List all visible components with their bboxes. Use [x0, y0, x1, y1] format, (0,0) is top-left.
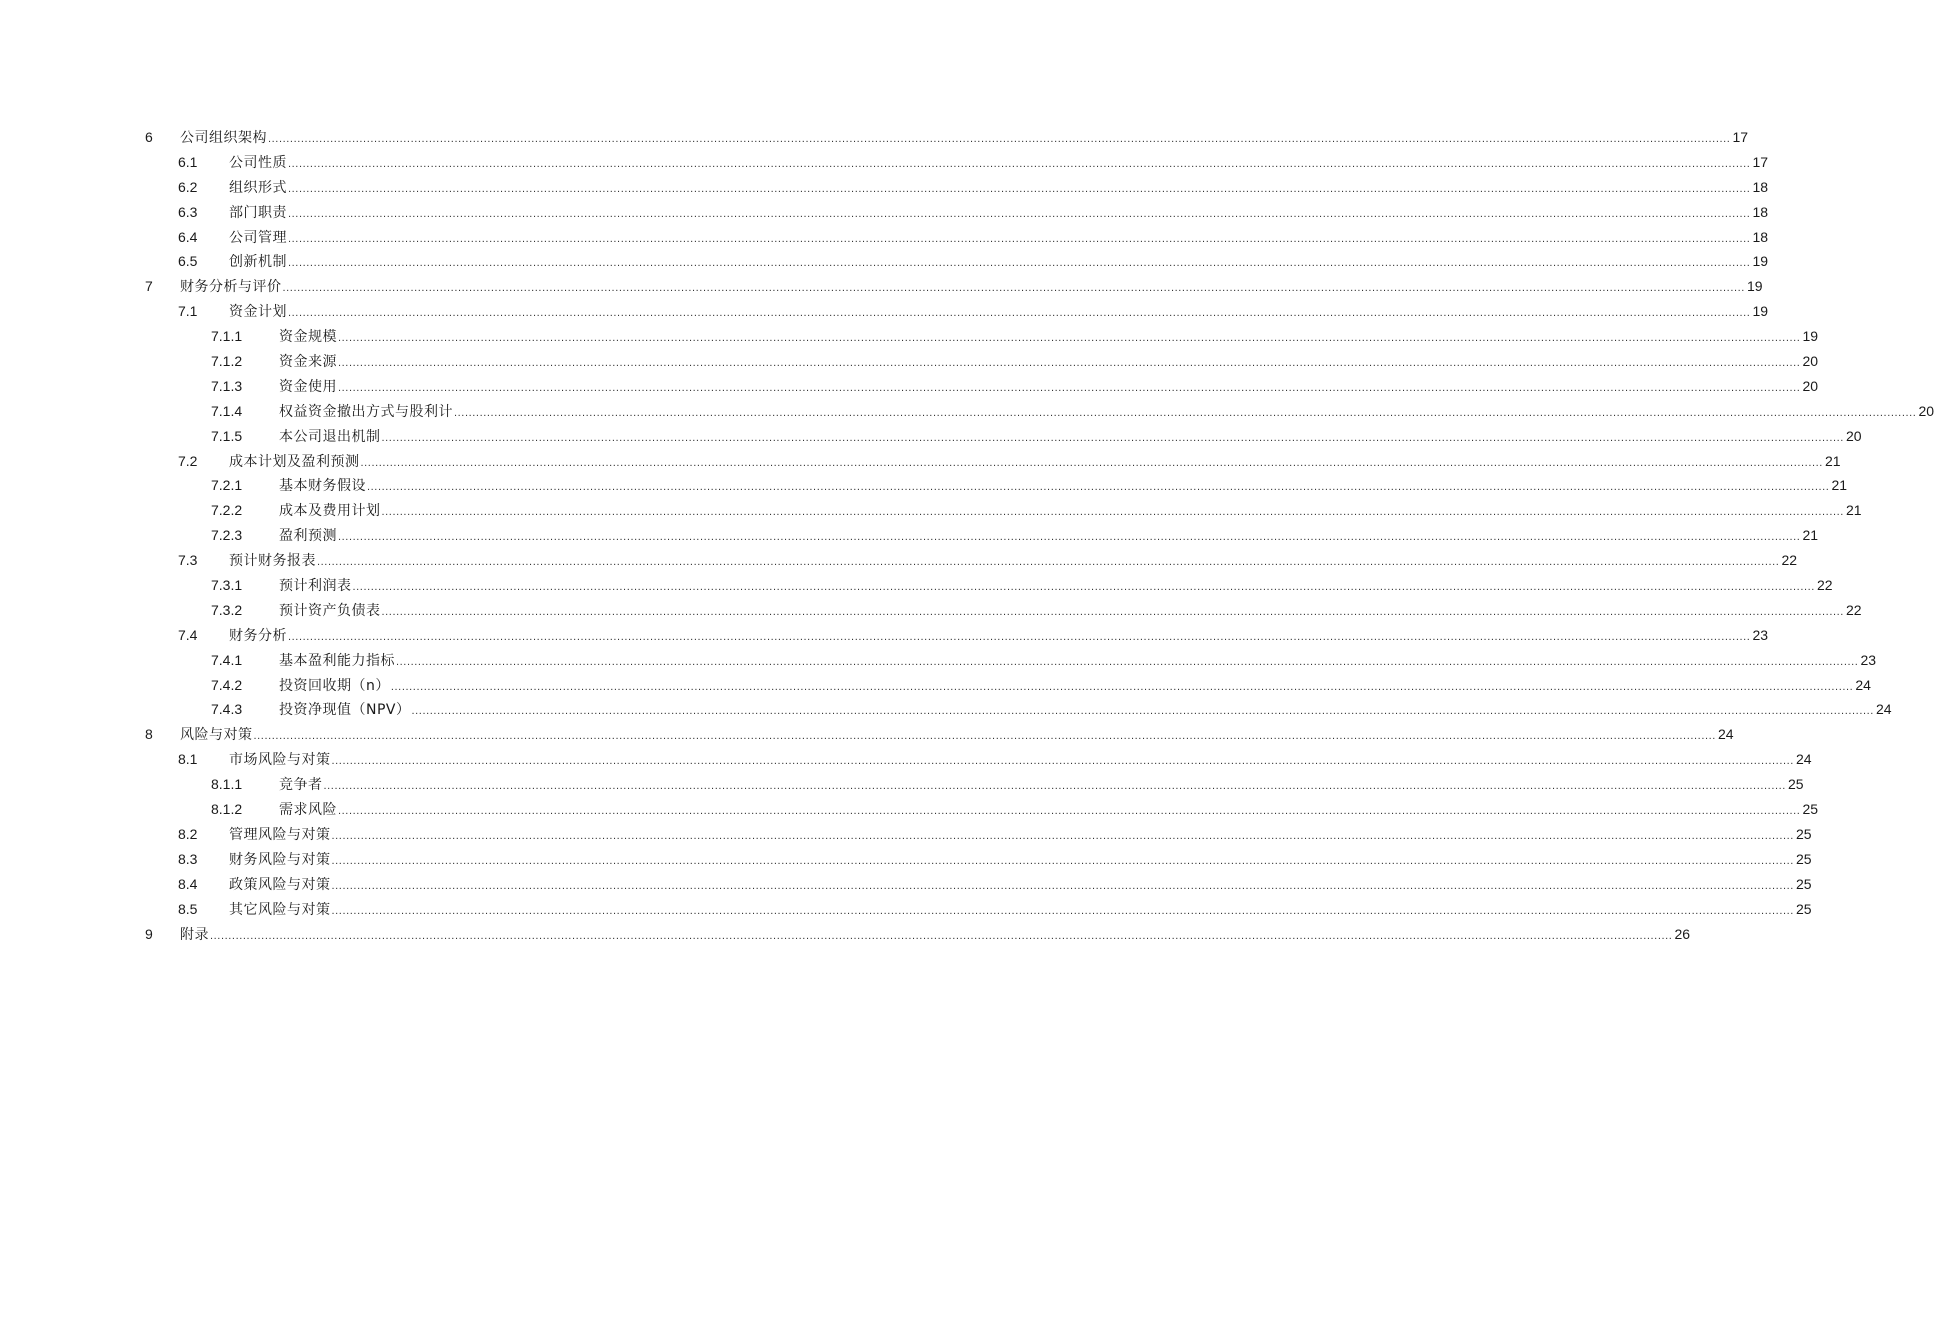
toc-entry[interactable] — [0, 797, 1819, 822]
toc-entry-title[interactable]: 公司管理 — [229, 229, 287, 246]
toc-entry-line — [229, 897, 1812, 924]
toc-entry-line — [279, 573, 1833, 600]
toc-entry-page-number[interactable]: 18 — [1752, 178, 1769, 195]
toc-dot-leader: ................................................................................................................................................................................................................................................................................................................................................................................................................ — [268, 133, 1731, 145]
toc-entry-page-number[interactable]: 25 — [1795, 900, 1812, 917]
toc-entry-page-number[interactable]: 17 — [1732, 129, 1749, 145]
toc-dot-leader: ................................................................................................................................................................................................................................................................................................................................................................................................................ — [288, 232, 1751, 245]
toc-entry[interactable] — [0, 548, 1798, 573]
toc-dot-leader: ................................................................................................................................................................................................................................................................................................................................................................................................................ — [210, 929, 1673, 942]
toc-entry-number: 6.1 — [178, 153, 198, 170]
toc-entry-title[interactable]: 本公司退出机制 — [279, 428, 381, 445]
toc-dot-leader: ................................................................................................................................................................................................................................................................................................................................................................................................................ — [288, 207, 1751, 220]
toc-entry[interactable] — [0, 374, 1819, 399]
toc-entry[interactable] — [0, 648, 1877, 673]
toc-entry-title[interactable]: 创新机制 — [229, 254, 287, 271]
toc-entry[interactable] — [0, 897, 1812, 922]
toc-entry-number: 8.4 — [178, 875, 198, 892]
toc-dot-leader: ................................................................................................................................................................................................................................................................................................................................................................................................................ — [338, 332, 1801, 345]
toc-dot-leader: ................................................................................................................................................................................................................................................................................................................................................................................................................ — [288, 157, 1751, 170]
toc-entry-line — [279, 424, 1862, 451]
toc-entry-number: 7.4.1 — [211, 651, 243, 668]
toc-entry-line — [279, 498, 1862, 525]
toc-entry[interactable] — [0, 822, 1812, 847]
toc-entry-line — [279, 598, 1862, 625]
toc-entry-title[interactable]: 部门职责 — [229, 204, 287, 221]
toc-entry-number: 7.3.1 — [211, 577, 243, 594]
toc-entry-line — [229, 623, 1769, 650]
toc-entry-line — [279, 772, 1804, 799]
toc-entry-number: 6.5 — [178, 253, 198, 270]
toc-entry-line — [229, 747, 1812, 774]
toc-dot-leader: ................................................................................................................................................................................................................................................................................................................................................................................................................ — [331, 854, 1794, 867]
table-of-contents — [0, 125, 1934, 946]
toc-entry-number: 7.2.3 — [211, 527, 243, 544]
toc-entry-number: 7.2.1 — [211, 477, 243, 494]
toc-entry-page-number[interactable]: 25 — [1795, 825, 1812, 842]
toc-dot-leader: ................................................................................................................................................................................................................................................................................................................................................................................................................ — [317, 556, 1780, 569]
toc-entry-title[interactable]: 财务分析与评价 — [180, 279, 282, 296]
toc-entry-number: 7.3.2 — [211, 601, 243, 618]
toc-entry-number: 9 — [145, 925, 153, 942]
toc-dot-leader: ................................................................................................................................................................................................................................................................................................................................................................................................................ — [454, 406, 1917, 419]
toc-entry[interactable] — [0, 847, 1812, 872]
toc-entry[interactable] — [0, 349, 1819, 374]
toc-dot-leader: ................................................................................................................................................................................................................................................................................................................................................................................................................ — [331, 755, 1794, 768]
toc-dot-leader: ................................................................................................................................................................................................................................................................................................................................................................................................................ — [331, 879, 1794, 892]
toc-entry-line — [229, 150, 1769, 177]
toc-entry-line — [279, 697, 1892, 724]
toc-dot-leader: ................................................................................................................................................................................................................................................................................................................................................................................................................ — [390, 680, 1854, 693]
toc-entry-page-number[interactable]: 18 — [1752, 203, 1769, 220]
toc-entry[interactable] — [0, 125, 1749, 150]
toc-entry-title[interactable]: 政策风险与对策 — [229, 876, 331, 893]
toc-entry-number: 8 — [145, 726, 153, 743]
toc-entry-line — [229, 200, 1769, 227]
toc-entry-title[interactable]: 资金规模 — [279, 329, 337, 346]
toc-dot-leader: ................................................................................................................................................................................................................................................................................................................................................................................................................ — [338, 805, 1801, 818]
toc-entry-line — [279, 797, 1819, 824]
toc-entry-number: 7.3 — [178, 552, 198, 569]
toc-entry-number: 7.1.5 — [211, 427, 243, 444]
toc-dot-leader: ................................................................................................................................................................................................................................................................................................................................................................................................................ — [253, 730, 1716, 743]
toc-entry-title[interactable]: 成本计划及盈利预测 — [229, 453, 360, 470]
toc-entry-number: 7.2 — [178, 452, 198, 469]
toc-dot-leader: ................................................................................................................................................................................................................................................................................................................................................................................................................ — [288, 630, 1751, 643]
toc-entry-title[interactable]: 基本财务假设 — [279, 478, 366, 495]
toc-entry-line — [229, 822, 1812, 849]
toc-entry-title[interactable]: 权益资金撤出方式与股利计 — [279, 403, 453, 420]
toc-entry-number: 7.4.3 — [211, 701, 243, 718]
toc-entry-page-number[interactable]: 26 — [1674, 925, 1691, 942]
toc-entry-page-number[interactable]: 25 — [1795, 875, 1812, 892]
toc-entry-page-number[interactable]: 24 — [1717, 726, 1734, 743]
toc-entry-title[interactable]: 预计资产负债表 — [279, 602, 381, 619]
toc-entry-title[interactable]: 投资净现值（NPV） — [279, 702, 411, 719]
toc-entry-page-number[interactable]: 25 — [1802, 801, 1819, 818]
toc-entry-line — [279, 473, 1848, 500]
toc-entry[interactable] — [0, 872, 1812, 897]
toc-entry-title[interactable]: 市场风险与对策 — [229, 752, 331, 769]
toc-entry-number: 8.1 — [178, 751, 198, 768]
toc-entry-page-number[interactable]: 20 — [1802, 377, 1819, 394]
toc-dot-leader: ................................................................................................................................................................................................................................................................................................................................................................................................................ — [338, 357, 1801, 370]
toc-entry-line — [279, 349, 1819, 376]
toc-entry-number: 8.3 — [178, 850, 198, 867]
toc-entry[interactable] — [0, 449, 1841, 474]
toc-entry-number: 6 — [145, 129, 153, 145]
toc-entry-line — [229, 225, 1769, 252]
toc-dot-leader: ................................................................................................................................................................................................................................................................................................................................................................................................................ — [381, 506, 1844, 519]
toc-entry-title[interactable]: 组织形式 — [229, 179, 287, 196]
toc-entry[interactable] — [0, 573, 1833, 598]
toc-entry-title[interactable]: 公司组织架构 — [180, 130, 267, 146]
toc-entry-number: 8.5 — [178, 900, 198, 917]
toc-dot-leader: ................................................................................................................................................................................................................................................................................................................................................................................................................ — [331, 904, 1794, 917]
toc-entry-title[interactable]: 公司性质 — [229, 154, 287, 171]
toc-entry-page-number[interactable]: 23 — [1860, 651, 1877, 668]
toc-entry-line — [279, 374, 1819, 401]
toc-entry-number: 7.4 — [178, 626, 198, 643]
toc-entry-number: 6.4 — [178, 228, 198, 245]
toc-entry-line — [229, 872, 1812, 899]
toc-dot-leader: ................................................................................................................................................................................................................................................................................................................................................................................................................ — [367, 481, 1830, 494]
toc-entry-line — [229, 847, 1812, 874]
toc-entry-title[interactable]: 财务风险与对策 — [229, 851, 331, 868]
toc-entry-number: 7 — [145, 278, 153, 295]
toc-entry[interactable] — [0, 200, 1769, 225]
toc-entry-page-number[interactable]: 23 — [1752, 626, 1769, 643]
toc-entry-page-number[interactable]: 24 — [1875, 701, 1892, 718]
toc-entry[interactable] — [0, 598, 1862, 623]
toc-entry-title[interactable]: 资金计划 — [229, 304, 287, 321]
toc-entry-title[interactable]: 成本及费用计划 — [279, 503, 381, 520]
toc-entry-number: 6.3 — [178, 203, 198, 220]
toc-entry-number: 7.1.2 — [211, 353, 243, 370]
toc-entry-line — [229, 299, 1769, 326]
toc-entry-title[interactable]: 投资回收期（n） — [279, 677, 390, 694]
toc-entry[interactable] — [0, 673, 1871, 698]
toc-entry-page-number[interactable]: 21 — [1845, 502, 1862, 519]
toc-entry-line — [279, 648, 1877, 675]
toc-entry-title[interactable]: 其它风险与对策 — [229, 901, 331, 918]
toc-dot-leader: ................................................................................................................................................................................................................................................................................................................................................................................................................ — [282, 282, 1745, 295]
toc-entry[interactable] — [0, 150, 1769, 175]
toc-entry-page-number[interactable]: 22 — [1845, 601, 1862, 618]
toc-entry-title[interactable]: 盈利预测 — [279, 528, 337, 545]
toc-entry-line — [180, 922, 1691, 949]
toc-entry-page-number[interactable]: 18 — [1752, 228, 1769, 245]
toc-entry-number: 8.1.1 — [211, 776, 243, 793]
toc-entry[interactable] — [0, 299, 1769, 324]
toc-dot-leader: ................................................................................................................................................................................................................................................................................................................................................................................................................ — [381, 605, 1844, 618]
toc-entry-line — [279, 673, 1871, 700]
toc-dot-leader: ................................................................................................................................................................................................................................................................................................................................................................................................................ — [396, 655, 1859, 668]
toc-entry-number: 7.1.3 — [211, 377, 243, 394]
toc-entry-page-number[interactable]: 19 — [1802, 328, 1819, 345]
toc-entry-number: 7.1.1 — [211, 328, 243, 345]
toc-entry-page-number[interactable]: 24 — [1855, 676, 1871, 693]
toc-entry-page-number[interactable]: 25 — [1787, 776, 1804, 793]
toc-entry-line — [180, 274, 1763, 301]
toc-entry[interactable] — [0, 473, 1848, 498]
toc-entry-title[interactable]: 基本盈利能力指标 — [279, 652, 395, 669]
toc-entry-number: 6.2 — [178, 178, 198, 195]
toc-entry-page-number[interactable]: 25 — [1795, 850, 1812, 867]
toc-dot-leader: ................................................................................................................................................................................................................................................................................................................................................................................................................ — [338, 381, 1801, 394]
toc-entry-page-number[interactable]: 22 — [1781, 552, 1798, 569]
toc-entry[interactable] — [0, 922, 1691, 947]
toc-entry-number: 7.1 — [178, 303, 198, 320]
toc-dot-leader: ................................................................................................................................................................................................................................................................................................................................................................................................................ — [331, 829, 1794, 842]
toc-entry[interactable] — [0, 225, 1769, 250]
toc-entry-page-number[interactable]: 17 — [1752, 153, 1769, 170]
toc-entry-number: 8.1.2 — [211, 801, 243, 818]
toc-entry[interactable] — [0, 249, 1769, 274]
toc-entry[interactable] — [0, 498, 1862, 523]
toc-dot-leader: ................................................................................................................................................................................................................................................................................................................................................................................................................ — [360, 456, 1823, 469]
toc-entry-number: 7.2.2 — [211, 502, 243, 519]
toc-dot-leader: ................................................................................................................................................................................................................................................................................................................................................................................................................ — [288, 257, 1751, 270]
toc-entry[interactable] — [0, 424, 1862, 449]
toc-entry[interactable] — [0, 722, 1734, 747]
toc-entry-title[interactable]: 管理风险与对策 — [229, 826, 331, 843]
toc-entry-title[interactable]: 风险与对策 — [180, 727, 253, 744]
toc-entry-line — [279, 324, 1819, 351]
toc-dot-leader: ................................................................................................................................................................................................................................................................................................................................................................................................................ — [352, 581, 1815, 594]
toc-entry-line — [279, 399, 1934, 426]
toc-entry-title[interactable]: 资金使用 — [279, 378, 337, 395]
toc-dot-leader: ................................................................................................................................................................................................................................................................................................................................................................................................................ — [381, 431, 1844, 444]
toc-entry-line — [180, 722, 1734, 749]
toc-entry-line — [229, 249, 1769, 276]
toc-entry-page-number[interactable]: 19 — [1752, 303, 1769, 320]
toc-entry[interactable] — [0, 399, 1934, 424]
toc-entry[interactable] — [0, 772, 1804, 797]
toc-entry-page-number[interactable]: 20 — [1918, 402, 1934, 419]
toc-entry-page-number[interactable]: 20 — [1802, 353, 1819, 370]
toc-entry-title[interactable]: 资金来源 — [279, 354, 337, 371]
toc-entry-line — [279, 523, 1819, 550]
toc-entry[interactable] — [0, 274, 1763, 299]
toc-entry-title[interactable]: 需求风险 — [279, 802, 337, 819]
toc-entry[interactable] — [0, 324, 1819, 349]
toc-entry-title[interactable]: 预计财务报表 — [229, 553, 316, 570]
toc-entry-page-number[interactable]: 21 — [1802, 527, 1819, 544]
toc-entry-line — [229, 548, 1798, 575]
toc-entry[interactable] — [0, 697, 1892, 722]
toc-entry-line — [180, 125, 1749, 152]
toc-entry-page-number[interactable]: 19 — [1746, 278, 1763, 295]
toc-entry[interactable] — [0, 623, 1769, 648]
toc-dot-leader: ................................................................................................................................................................................................................................................................................................................................................................................................................ — [288, 182, 1751, 195]
toc-entry-number: 7.1.4 — [211, 402, 243, 419]
toc-entry-page-number[interactable]: 19 — [1752, 253, 1769, 270]
toc-entry-line — [229, 449, 1841, 476]
toc-entry-line — [229, 175, 1769, 202]
toc-entry[interactable] — [0, 523, 1819, 548]
toc-dot-leader: ................................................................................................................................................................................................................................................................................................................................................................................................................ — [411, 705, 1874, 718]
toc-entry-page-number[interactable]: 22 — [1816, 577, 1833, 594]
toc-entry-number: 8.2 — [178, 825, 198, 842]
toc-entry-title[interactable]: 财务分析 — [229, 627, 287, 644]
toc-dot-leader: ................................................................................................................................................................................................................................................................................................................................................................................................................ — [288, 307, 1751, 320]
toc-entry-title[interactable]: 预计利润表 — [279, 578, 352, 595]
toc-entry-page-number[interactable]: 24 — [1795, 751, 1812, 768]
toc-entry[interactable] — [0, 747, 1812, 772]
toc-entry-title[interactable]: 附录 — [180, 926, 209, 943]
toc-entry-number: 7.4.2 — [211, 676, 243, 693]
toc-entry-title[interactable]: 竞争者 — [279, 777, 323, 794]
toc-dot-leader: ................................................................................................................................................................................................................................................................................................................................................................................................................ — [338, 531, 1801, 544]
toc-entry-page-number[interactable]: 21 — [1824, 452, 1841, 469]
toc-entry[interactable] — [0, 175, 1769, 200]
toc-entry-page-number[interactable]: 20 — [1845, 427, 1862, 444]
toc-entry-page-number[interactable]: 21 — [1831, 477, 1848, 494]
toc-dot-leader: ................................................................................................................................................................................................................................................................................................................................................................................................................ — [323, 780, 1786, 793]
